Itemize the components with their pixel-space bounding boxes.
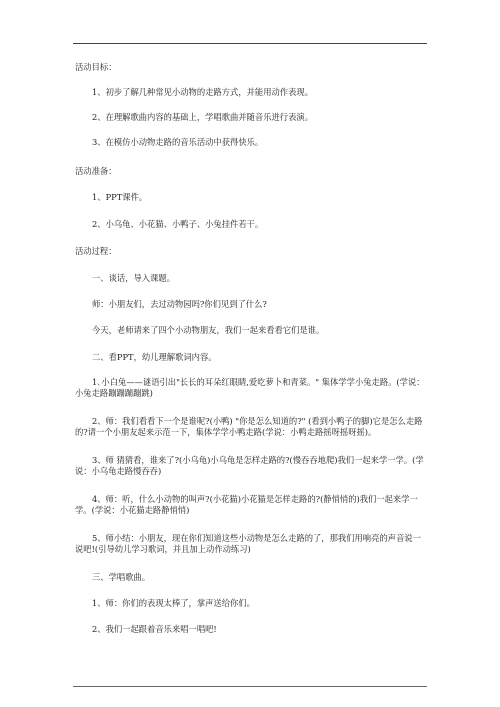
goals-heading: 活动目标： <box>75 62 117 72</box>
goal-item-1: 1、初步了解几种常见小动物的走路方式，并能用动作表现。 <box>92 87 313 97</box>
header-rule <box>73 43 427 44</box>
step-1-line-2: 今天，老师请来了四个小动物朋友，我们一起来看看它们是谁。 <box>92 325 325 335</box>
step-3-item-1: 1、师：你们的表现太棒了，掌声送给你们。 <box>92 598 255 608</box>
goal-item-2: 2、在理解歌曲内容的基础上，学唱歌曲并随音乐进行表演。 <box>92 112 313 122</box>
step-2-item-2: 2、师：我们看看下一个是谁呢?(小鸭) "你是怎么知道的?" (看到小鸭子的脚)它是怎么走路的?请一个小朋友起来示范一下，集体学学小鸭走路(学说：小鸭走路摇呀摇呀摇)。 <box>75 416 423 437</box>
step-2-item-3: 3、师 猜猜看，谁来了?(小乌龟)小乌龟是怎样走路的?(慢吞吞地爬)我们一起来学一学。(学说：小乌龟走路慢吞吞) <box>75 455 424 476</box>
goal-item-3: 3、在模仿小动物走路的音乐活动中获得快乐。 <box>92 137 264 147</box>
step-2-item-5: 5、师小结：小朋友，现在你们知道这些小动物是怎么走路的了，那我们用响亮的声音说一说吧!(引导幼儿学习歌词，并且加上动作动练习) <box>75 533 421 554</box>
step-1-line-1: 师：小朋友们，去过动物园吗?你们见到了什么? <box>92 299 267 309</box>
process-heading: 活动过程： <box>75 246 117 256</box>
step-2-item-4: 4、师：听，什么小动物的叫声?(小花猫)小花猫是怎样走路的?(静悄悄的)我们一起来学一学。(学说：小花猫走路静悄悄) <box>75 494 418 515</box>
prep-item-2: 2、小乌龟、小花猫、小鸭子、小兔挂件若干。 <box>92 219 264 229</box>
prep-item-1: 1、PPT课件。 <box>92 192 148 202</box>
prep-heading: 活动准备： <box>75 166 117 176</box>
footer-rule <box>73 686 427 687</box>
step-3-title: 三、学唱歌曲。 <box>92 572 151 582</box>
step-1-title: 一、谈话，导入课题。 <box>92 273 175 283</box>
step-3-item-2: 2、我们一起跟着音乐来唱一唱吧! <box>92 624 217 634</box>
step-2-item-1: 1､小白兔——谜语引出"长长的耳朵红眼睛,爱吃萝卜和青菜。" 集体学学小兔走路。(学说：小兔走路蹦蹦蹦蹦跳) <box>75 377 425 398</box>
step-2-title: 二、看PPT，幼儿理解歌词内容。 <box>92 352 217 362</box>
